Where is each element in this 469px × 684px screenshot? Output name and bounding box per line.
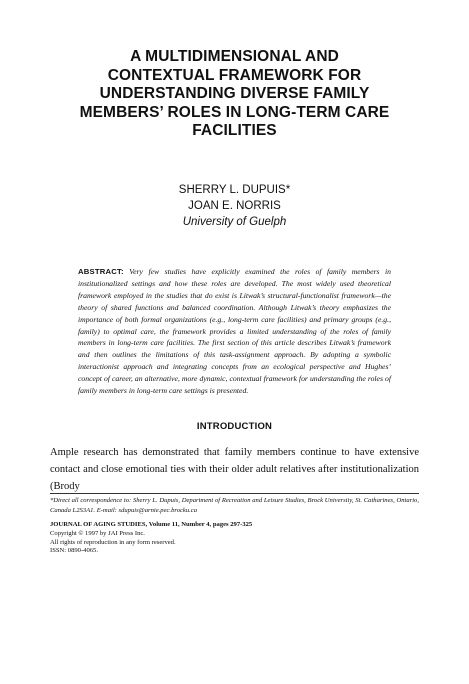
author-name: JOAN E. NORRIS xyxy=(188,200,281,212)
section-heading: INTRODUCTION xyxy=(196,421,273,432)
journal-line: JOURNAL OF AGING STUDIES, Volume 11, Number 4, pages 297-325 xyxy=(50,521,253,528)
affiliation: University of Guelph xyxy=(182,216,287,228)
journal-line: ISSN: 0890-4065. xyxy=(50,547,98,555)
title-line: MEMBERS’ ROLES IN LONG-TERM CARE xyxy=(79,103,390,121)
journal-citation xyxy=(50,521,419,556)
body-paragraph: Ample research has demonstrated that family members continue to have extensive contact and close emotional ties with their older adult relatives after institutionalization (Brody xyxy=(50,447,419,492)
journal-line: All rights of reproduction in any form reserved. xyxy=(50,538,176,546)
abstract-label: ABSTRACT: xyxy=(78,267,124,276)
abstract-text: Very few studies have explicitly examined the roles of family members in institutionalized settings and how these roles are developed. The most widely used theoretical framework employed in the studies that do exist is Litwak’s structural-functionalist framework—the theory of shared functions and balanced coordination. Although Litwak’s theory emphasizes the importance of both formal organizations (e.g., long-term care facilities) and primary groups (e.g., family) to optimal care, the framework provides a limited understanding of the roles of family members in long-term care facilities. The first section of this article describes Litwak’s framework and then outlines the limitations of this task-assignment approach. By adopting a symbolic interactionist approach and integrating concepts from an ecological perspective and Hughes’ concept of career, an alternative, more dynamic, contextual framework for understanding the roles of family members in long-term care settings is presented. xyxy=(78,267,391,396)
journal-line: Copyright © 1997 by JAI Press Inc. xyxy=(50,529,145,537)
title-line: A MULTIDIMENSIONAL AND xyxy=(130,48,339,65)
title-line: UNDERSTANDING DIVERSE FAMILY xyxy=(99,85,370,102)
author-name: SHERRY L. DUPUIS* xyxy=(178,184,291,196)
correspondence-footnote: *Direct all correspondence to: Sherry L. Dupuis, Department of Recreation and Leisure Studies, Brock University, St. Catharines, Ontario, Canada L2S3A1. E-mail: sdupuis@arnie.pec.brocku.ca xyxy=(50,497,419,514)
title-line: CONTEXTUAL FRAMEWORK FOR xyxy=(107,66,362,84)
footnote-divider xyxy=(50,493,419,494)
abstract xyxy=(78,266,391,397)
author-block xyxy=(100,182,369,230)
title-line: FACILITIES xyxy=(192,122,277,139)
article-title xyxy=(40,48,429,141)
